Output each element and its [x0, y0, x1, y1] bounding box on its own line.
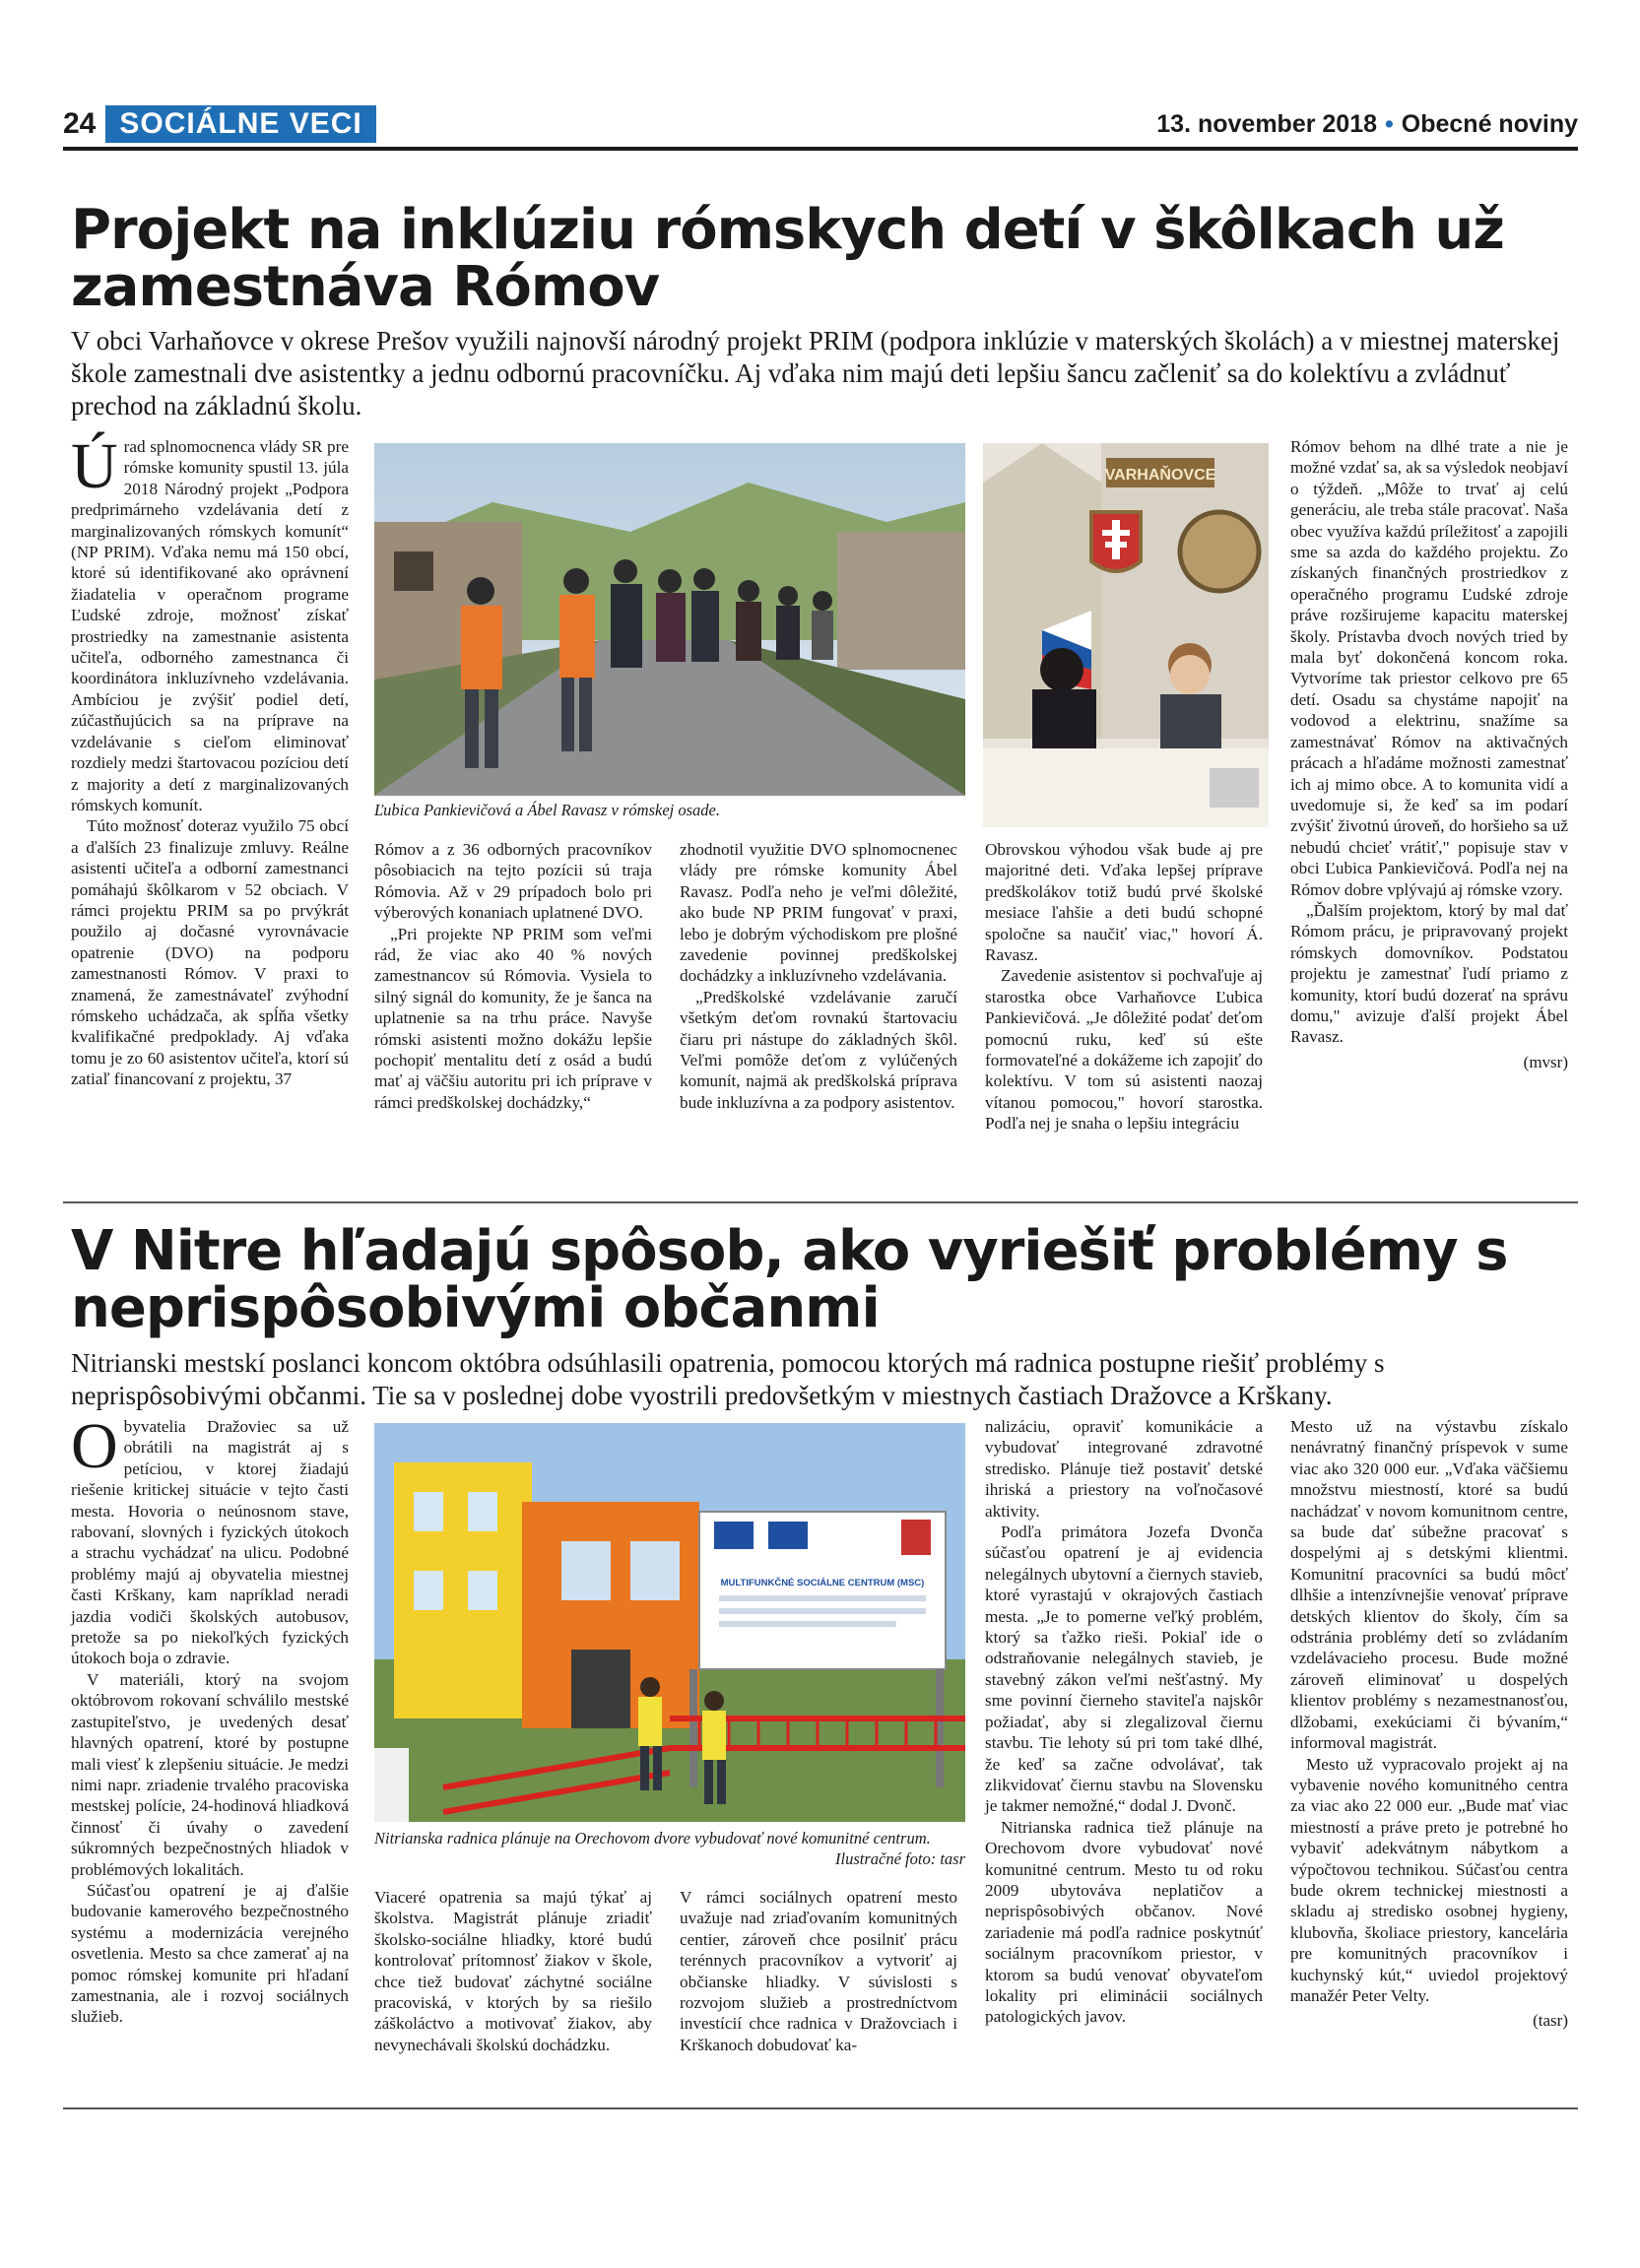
- paragraph: Zavedenie asistentov si pochvaľuje aj starostka obce Varhaňovce Ľubica Pankievičová. „Je dôležité podať deťom pomocnú ruku, keď sú ešte formovateľné a dokážeme ich zapojiť do kolektívu. V tom sú asistenti naozaj vítanou pomocou," hovorí starostka. Podľa nej je snaha o lepšiu integráciu: [985, 966, 1263, 1134]
- paragraph: V rámci sociálnych opatrení mesto uvažuje nad zriaďovaním komunitných centier, zároveň chce posilniť prácu terénnych pracovníkov a vytvoriť aj občianske hliadky. V súvislosti s rozvojom služieb a prostredníctvom investícií chce radnica v Dražovciach i Krškanoch dobudovať ka-: [680, 1888, 957, 2054]
- footer-rule: [63, 2107, 1578, 2109]
- paragraph: Obrovskou výhodou však bude aj pre majoritné deti. Vďaka lepšej príprave predškolákov totiž budú prvé školské mesiace ľahšie a deti budú schopné spoločne sa naučiť viac," hovorí Á. Ravasz.: [985, 840, 1263, 965]
- article2-lead: Nitrianski mestskí poslanci koncom októbra odsúhlasili opatrenia, pomocou ktorých má radnica postupne riešiť problémy s neprispôsobivými občanmi. Tie sa v poslednej dobe vyostrili predovšetkým v miestnych častiach Dražovce a Krškany.: [71, 1348, 1385, 1410]
- article1-column-1: [71, 430, 349, 1090]
- article-divider: [63, 1201, 1578, 1203]
- office-sign-text: VARHAŇOVCE: [1104, 467, 1216, 484]
- publication-name: Obecné noviny: [1401, 109, 1578, 138]
- paragraph: Nitrianska radnica tiež plánuje na Orechovom dvore vybudovať nové komunitné centrum. Mesto tu od roku 2009 ubytováva neplatičov a neprispôsobivých občanov. Nové zariadenie má podľa radnice poskytnúť sociálnym pracovníkom priestor, v ktorom sa budú venovať obyvateľom lokality pri eliminácii sociálnych patologických javov.: [985, 1817, 1263, 2027]
- paragraph: byvatelia Dražoviec sa už obrátili na magistrát aj s petíciou, v ktorej žiadajú riešenie kritickej situácie v tejto časti mesta. Hovoria o neúnosnom stave, rabovaní, slovných i fyzických útokoch a strachu vychádzať na ulicu. Podobné problémy majú aj obyvatelia miestnej časti Krškany, kam napríklad neradi jazdia vodiči školských autobusov, pretože sa po niekoľkých fyzických útokoch boja o zdravie.: [71, 1417, 349, 1668]
- drop-cap: Ú: [71, 430, 118, 502]
- info-board-text: MULTIFUNKČNÉ SOCIÁLNE CENTRUM (MSC): [720, 1578, 925, 1588]
- article2-photo-community-center: [374, 1423, 965, 1822]
- photo-credit: Ilustračné foto: tasr: [835, 1849, 965, 1868]
- article2-signature: (tasr): [1533, 2011, 1568, 2031]
- section-label: SOCIÁLNE VECI: [105, 105, 375, 143]
- paragraph: „Pri projekte NP PRIM som veľmi rád, že viac ako 40 % nových zamestnancov sú Rómovia. Vysiela to silný signál do komunity, že je šanca na uplatnenie sa na trhu práce. Navyše rómski asistenti možno dokážu lepšie pochopiť mentalitu detí z osád a budú mať aj väčšiu autoritu pri ich príprave v rámci predškolskej dochádzky,“: [374, 924, 652, 1112]
- article1-column-5: [1290, 436, 1568, 1072]
- page-header: [63, 103, 1578, 145]
- paragraph: rad splnomocnenca vlády SR pre rómske komunity spustil 13. júla 2018 Národný projekt „Podpora predprimárneho vzdelávania detí z marginalizovaných rómskych komunít“ (NP PRIM). Vďaka nemu má 150 obcí, ktoré sú identifikované ako oprávnení žiadatelia v operačnom programe Ľudské zdroje, možnosť získať prostriedky na zamestnanie asistenta učiteľa, odborného zamestnanca či koordinátora inkluzívneho vzdelávania. Ambíciou je zvýšiť podiel detí, zúčastňujúcich sa na príprave na vzdelávanie s cieľom eliminovať rozdiely medzi štartovacou pozíciou detí z majority a detí z marginalizovaných rómskych komunít.: [71, 437, 349, 814]
- photo-illustration: [374, 443, 965, 796]
- paragraph: Rómov a z 36 odborných pracovníkov pôsobiacich na tejto pozícii sú traja Rómovia. Až v 29 prípadoch bolo pri výberových konaniach uplatnené DVO.: [374, 840, 652, 923]
- caption-text: Nitrianska radnica plánuje na Orechovom dvore vybudovať nové komunitné centrum.: [374, 1829, 931, 1847]
- article2-column-2: [374, 1887, 652, 2055]
- article1-photo-osada: [374, 443, 965, 796]
- article1-column-2: [374, 839, 652, 1113]
- paragraph: nalizáciu, opraviť komunikácie a vybudovať integrované zdravotné stredisko. Plánuje tiež postaviť detské ihriská a priestory na voľnočasové aktivity.: [985, 1417, 1263, 1521]
- paragraph: Súčasťou opatrení je aj ďalšie budovanie kamerového bezpečnostného systému a modernizácia verejného osvetlenia. Mesto sa chce zamerať aj na pomoc rómskej komunite pri hľadaní zamestnania, ale i rozvoj sociálnych služieb.: [71, 1880, 349, 2027]
- bullet-separator: •: [1385, 109, 1394, 138]
- paragraph: V materiáli, ktorý na svojom októbrovom rokovaní schválilo mestské zastupiteľstvo, je uvedených desať hlavných opatrení, ktoré by postupne mali viesť k zlepšeniu situácie. Je medzi nimi napr. zriadenie trvalého pracoviska mestskej polície, 24-hodinová hliadková činnosť či úvahy o zavedení súkromných bezpečnostných hliadok v problémových lokalitách.: [71, 1669, 349, 1879]
- article1-column-4: [985, 839, 1263, 1134]
- header-rule: [63, 147, 1578, 151]
- paragraph: Podľa primátora Jozefa Dvonča súčasťou opatrení je aj evidencia nelegálnych ubytovní a čiernych stavieb, ktoré vyrastajú v okrajových častiach mesta. „Je to pomerne veľký problém, ktorý sa ťažko rieši. Pokiaľ ide o odstraňovanie nelegálnych stavieb, je stavebný zákon veľmi nešťastný. My sme povinní čierneho staviteľa najskôr požiadať, aby si zlegalizoval čiernu stavbu. Tie lehoty sú pri tom také dlhé, že keď sa začne odvolávať, tak zlikvidovať čiernu stavbu na Slovensku je takmer nemožné,“ dodal J. Dvonč.: [985, 1523, 1263, 1816]
- coat-of-arms-icon: [1091, 512, 1141, 571]
- paragraph: Túto možnosť doteraz využilo 75 obcí a ďalších 23 finalizuje zmluvy. Reálne asistenti učiteľa a odborní zamestnanci pomáhajú škôlkarom v 52 obciach. V rámci projektu PRIM sa po prvýkrát použilo aj dočasné vyrovnávacie opatrenie (DVO) na podporu zamestnanosti Rómov. V praxi to znamená, že zamestnávateľ zvýhodní rómskeho uchádzača, ak spĺňa všetky kvalifikačné predpoklady. Aj vďaka tomu je zo 60 asistentov učiteľa, ktorí sú zatiaľ financovaní z projektu, 37: [71, 816, 349, 1089]
- issue-info: [1156, 110, 1578, 139]
- article1-signature: (mvsr): [1523, 1052, 1568, 1071]
- page-number: 24: [63, 107, 97, 140]
- article2-column-5: [1290, 1416, 1568, 2032]
- paragraph: zhodnotil využitie DVO splnomocnenec vlády pre rómske komunity Ábel Ravasz. Podľa neho je veľmi dôležité, ako bude NP PRIM fungovať v praxi, lebo je dobrým východiskom pre plošné zavedenie povinnej predškolskej dochádzky a inkluzívneho vzdelávania.: [680, 840, 957, 986]
- article1-headline: Projekt na inklúziu rómskych detí v škôlkach už zamestnáva Rómov: [71, 198, 1504, 319]
- photo-illustration: [983, 443, 1269, 827]
- article2-column-1: [71, 1410, 349, 2028]
- paragraph: „Ďalším projektom, ktorý by mal dať Rómom prácu, je pripravovaný projekt rómskych domovníkov. Podstatou projektu je zamestnať ľudí priamo z komunity, ktorí budú dozerať na správu domu," avizuje ďalší projekt Ábel Ravasz.: [1290, 900, 1568, 1047]
- paragraph: „Predškolské vzdelávanie zaručí všetkým deťom rovnakú štartovaciu čiaru pri nástupe do základných škôl. Veľmi pomôže deťom z vylúčených komunít, najmä ak predškolská príprava bude inkluzívna a za podpory asistentov.: [680, 987, 957, 1112]
- paragraph: Rómov behom na dlhé trate a nie je možné vzdať sa, ak sa výsledok neobjaví o týždeň. „Môže to trvať aj celú generáciu, ale treba stále pracovať. Naša obec využíva každú príležitosť a zapojili sme sa azda do každého projektu. Zo získaných finančných prostriedkov z operačného programu Ľudské zdroje práve rozširujeme kapacitu materskej školy. Prístavba dvoch nových tried by mala byť dokončená koncom roka. Vytvoríme tak priestor celkovo pre 65 detí. Osadu sa chystáme napojiť na vodovod a elektrinu, snažíme sa zamestnávať Rómov na aktivačných prácach a hľadáme možnosti zamestnať ich aj mimo obce. A to komunita vidí a uvedomuje si, že keď sa im podarí zvýšiť životnú úroveň, do horšieho sa už nebudú chcieť vrátiť," popisuje stav v obci Ľubica Pankievičová. Podľa nej na Rómov dobre vplývajú aj rómske vzory.: [1290, 437, 1568, 899]
- article1-column-3: [680, 839, 957, 1113]
- article1-photo-caption: Ľubica Pankievičová a Ábel Ravasz v rómskej osade.: [374, 801, 720, 819]
- paragraph: Mesto už na výstavbu získalo nenávratný finančný príspevok v sume viac ako 320 000 eur. „Vďaka väčšiemu množstvu miestností, ktoré sa budú nachádzať v novom komunitnom centre, sa bude dať súbežne pracovať s dospelými aj s detskými klientmi. Komunitní pracovníci sa budú môcť dlhšie a intenzívnejšie venovať príprave detských klientov do školy, čím sa odstránia problémy detí so zvládaním vzdelávacieho procesu. Bude možné zároveň eliminovať u dospelých klientov problémy s nezamestnanosťou, dlžobami, exekúciami či bývaním,“ informoval magistrát.: [1290, 1417, 1568, 1753]
- info-board: [699, 1512, 946, 1669]
- issue-date: 13. november 2018: [1156, 109, 1378, 138]
- article2-photo-caption: [374, 1828, 965, 1869]
- article2-column-3: [680, 1887, 957, 2055]
- photo-illustration: [374, 1423, 965, 1822]
- article2-headline: V Nitre hľadajú spôsob, ako vyriešiť problémy s neprispôsobivými občanmi: [71, 1219, 1508, 1340]
- article1-photo-office: [983, 443, 1269, 827]
- drop-cap: O: [71, 1410, 118, 1482]
- paragraph: Viaceré opatrenia sa majú týkať aj školstva. Magistrát plánuje zriadiť školsko-sociálne hliadky, ktoré budú kontrolovať prítomnosť žiakov v škole, chce tiež budovať záchytné sociálne pracoviská, v ktorých by sa riešilo záškoláctvo a motivovať žiakov, aby nevynechávali školskú dochádzku.: [374, 1888, 652, 2054]
- paragraph: Mesto už vypracovalo projekt aj na vybavenie nového komunitného centra za viac ako 22 000 eur. „Bude mať viac miestností a práve preto je potrebné ho vybaviť adekvátnym nábytkom a výpočtovou technikou. Súčasťou centra bude okrem technickej miestnosti a skladu aj stredisko osobnej hygieny, klubovňa, školiace priestory, kancelária pre komunitných pracovníkov i kuchynský kút,“ uviedol projektový manažér Peter Velty.: [1290, 1754, 1568, 2005]
- article1-lead: V obci Varhaňovce v okrese Prešov využili najnovší národný projekt PRIM (podpora inklúzie v materských školách) a v miestnej materskej škole zamestnali dve asistentky a jednu odbornú pracovníčku. Aj vďaka nim majú deti lepšiu šancu začleniť sa do kolektívu a zvládnuť prechod na základnú školu.: [71, 326, 1560, 421]
- article2-column-4: [985, 1416, 1263, 2028]
